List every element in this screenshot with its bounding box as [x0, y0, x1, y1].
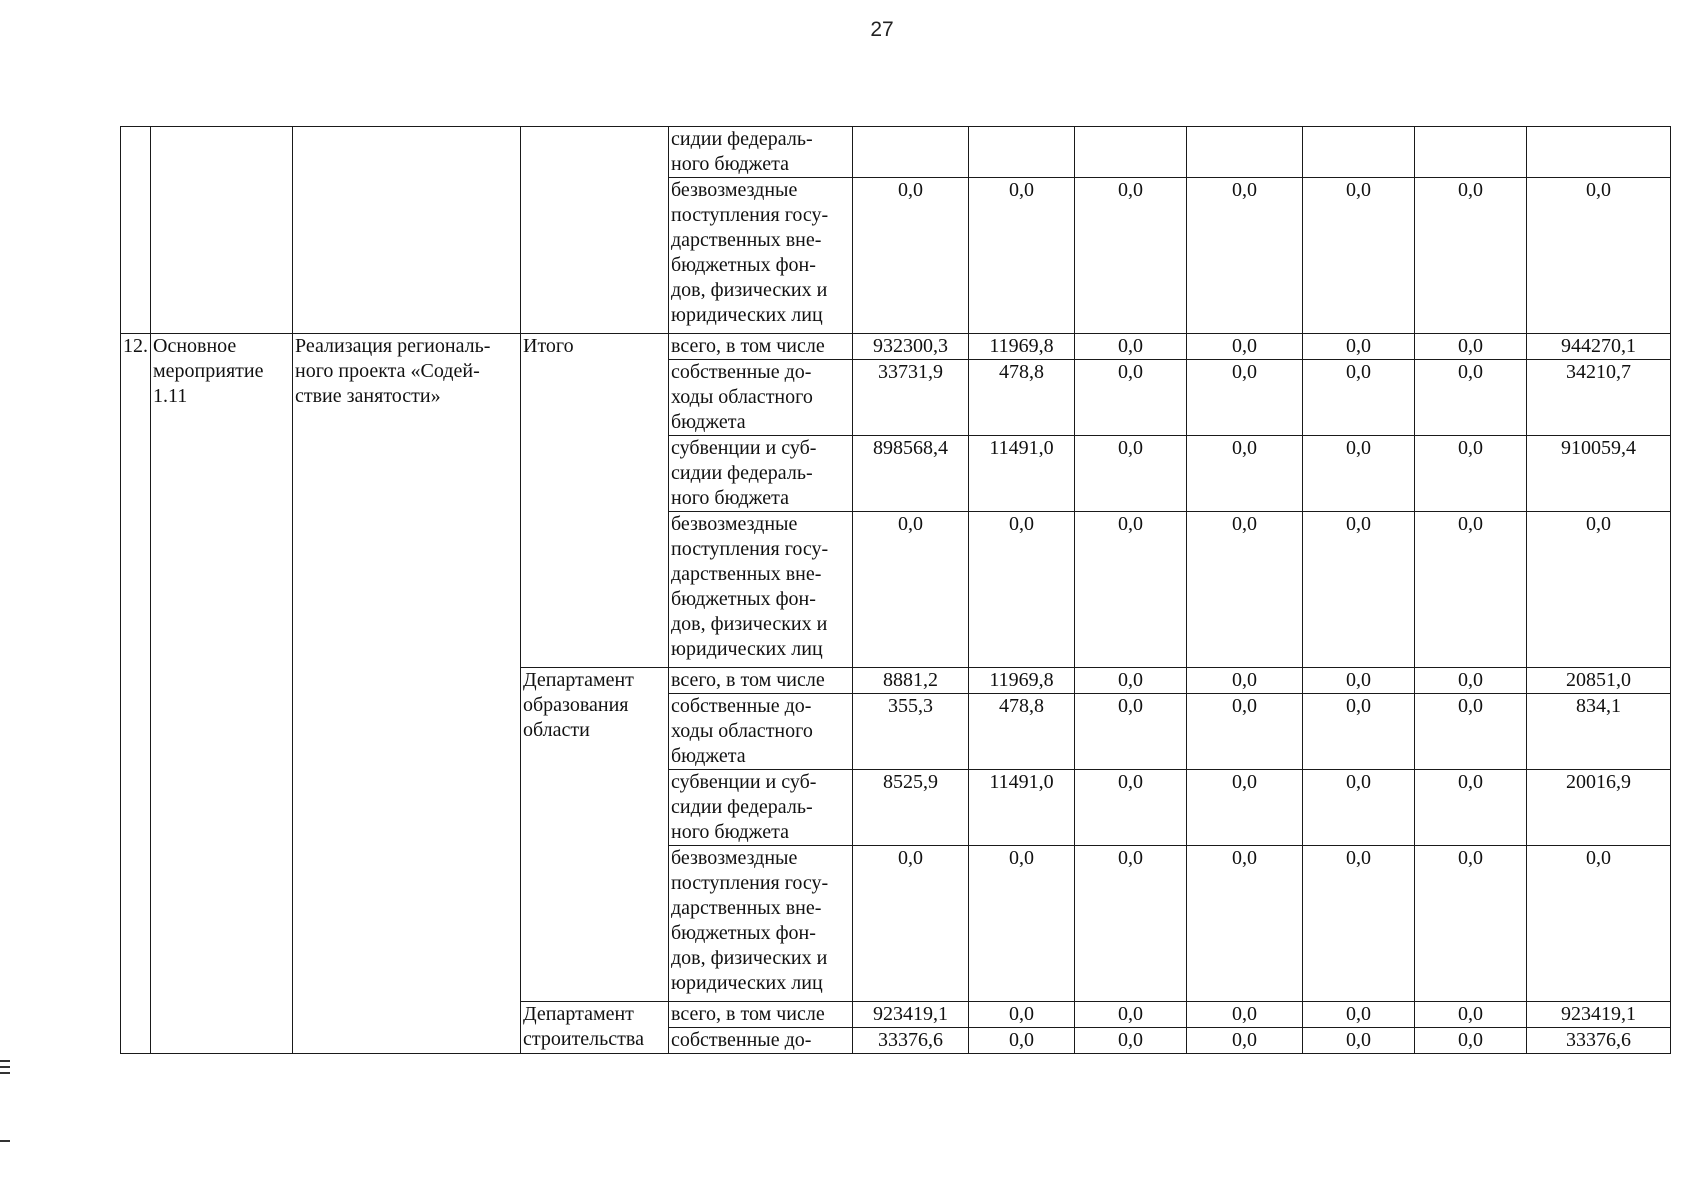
value-cell: 33731,9	[853, 360, 969, 436]
value-cell: 0,0	[1415, 694, 1527, 770]
value-cell: 0,0	[1187, 334, 1303, 360]
value-cell: 834,1	[1527, 694, 1671, 770]
value-cell: 8881,2	[853, 668, 969, 694]
source-cell: всего, в том числе	[669, 1002, 853, 1028]
source-cell: собственные до-ходы областного бюджета	[669, 694, 853, 770]
value-cell: 0,0	[1415, 334, 1527, 360]
table-row	[121, 334, 1671, 360]
value-cell: 932300,3	[853, 334, 969, 360]
value-cell: 0,0	[1075, 436, 1187, 512]
value-cell: 0,0	[1415, 770, 1527, 846]
value-cell	[969, 127, 1075, 178]
value-cell: 0,0	[1415, 360, 1527, 436]
value-cell: 0,0	[1187, 1028, 1303, 1054]
value-cell: 0,0	[1527, 178, 1671, 334]
page-number: 27	[870, 18, 894, 41]
value-cell: 0,0	[1187, 668, 1303, 694]
executor-cell: Итого	[521, 334, 669, 668]
value-cell: 0,0	[853, 846, 969, 1002]
number-cell-empty	[121, 127, 151, 334]
value-cell: 0,0	[969, 512, 1075, 668]
table-row	[121, 127, 1671, 178]
value-cell: 0,0	[1415, 1028, 1527, 1054]
source-cell: безвозмездные поступления госу-дарственных вне-бюджетных фон-дов, физических и юридических лиц	[669, 178, 853, 334]
value-cell: 0,0	[1187, 1002, 1303, 1028]
value-cell: 0,0	[1187, 360, 1303, 436]
value-cell: 0,0	[1187, 846, 1303, 1002]
value-cell: 0,0	[969, 846, 1075, 1002]
value-cell	[1527, 127, 1671, 178]
value-cell: 0,0	[1303, 178, 1415, 334]
value-cell: 0,0	[853, 512, 969, 668]
value-cell: 0,0	[1303, 512, 1415, 668]
executor-cell: Департамент строительства	[521, 1002, 669, 1054]
value-cell: 0,0	[1303, 1002, 1415, 1028]
value-cell: 898568,4	[853, 436, 969, 512]
executor-cell-empty	[521, 127, 669, 334]
margin-mark	[0, 1140, 10, 1142]
value-cell: 0,0	[969, 1002, 1075, 1028]
value-cell: 0,0	[1075, 1002, 1187, 1028]
value-cell: 0,0	[1075, 512, 1187, 668]
source-cell: безвозмездные поступления госу-дарственных вне-бюджетных фон-дов, физических и юридических лиц	[669, 512, 853, 668]
value-cell: 0,0	[969, 178, 1075, 334]
value-cell: 0,0	[1075, 694, 1187, 770]
source-cell: всего, в том числе	[669, 668, 853, 694]
value-cell: 923419,1	[1527, 1002, 1671, 1028]
name-cell-empty	[293, 127, 521, 334]
value-cell	[1187, 127, 1303, 178]
value-cell: 0,0	[1303, 436, 1415, 512]
value-cell: 0,0	[1075, 770, 1187, 846]
value-cell: 478,8	[969, 360, 1075, 436]
value-cell: 0,0	[1187, 770, 1303, 846]
value-cell: 11491,0	[969, 770, 1075, 846]
value-cell: 0,0	[1527, 846, 1671, 1002]
value-cell: 0,0	[1527, 512, 1671, 668]
value-cell: 0,0	[1303, 360, 1415, 436]
value-cell: 0,0	[1075, 1028, 1187, 1054]
value-cell	[1303, 127, 1415, 178]
value-cell: 0,0	[1303, 334, 1415, 360]
value-cell: 0,0	[1075, 846, 1187, 1002]
measure-name: Реализация региональ-ного проекта «Содей-ствие занятости»	[293, 334, 521, 1054]
value-cell: 33376,6	[853, 1028, 969, 1054]
margin-mark	[0, 1060, 10, 1062]
value-cell: 0,0	[1187, 178, 1303, 334]
value-cell: 0,0	[1187, 694, 1303, 770]
value-cell: 11969,8	[969, 668, 1075, 694]
value-cell: 0,0	[1075, 668, 1187, 694]
measure-type: Основное мероприятие 1.11	[151, 334, 293, 1054]
source-cell: безвозмездные поступления госу-дарственных вне-бюджетных фон-дов, физических и юридических лиц	[669, 846, 853, 1002]
value-cell: 0,0	[1075, 360, 1187, 436]
source-cell: собственные до-ходы областного бюджета	[669, 360, 853, 436]
value-cell: 11491,0	[969, 436, 1075, 512]
value-cell: 355,3	[853, 694, 969, 770]
value-cell: 0,0	[969, 1028, 1075, 1054]
executor-cell: Департамент образования области	[521, 668, 669, 1002]
value-cell: 8525,9	[853, 770, 969, 846]
margin-mark	[0, 1072, 10, 1074]
value-cell	[853, 127, 969, 178]
value-cell: 20851,0	[1527, 668, 1671, 694]
value-cell: 0,0	[1415, 436, 1527, 512]
source-cell: всего, в том числе	[669, 334, 853, 360]
value-cell: 0,0	[1415, 846, 1527, 1002]
value-cell: 910059,4	[1527, 436, 1671, 512]
value-cell: 0,0	[1303, 694, 1415, 770]
margin-mark	[0, 1066, 10, 1068]
source-cell: собственные до-	[669, 1028, 853, 1054]
value-cell: 0,0	[1075, 334, 1187, 360]
measure-number: 12.	[121, 334, 151, 1054]
value-cell: 34210,7	[1527, 360, 1671, 436]
type-cell-empty	[151, 127, 293, 334]
value-cell: 33376,6	[1527, 1028, 1671, 1054]
value-cell: 0,0	[1415, 668, 1527, 694]
value-cell: 0,0	[1187, 512, 1303, 668]
value-cell: 0,0	[1415, 512, 1527, 668]
source-cell: субвенции и суб-сидии федераль-ного бюджета	[669, 770, 853, 846]
value-cell: 0,0	[1303, 668, 1415, 694]
value-cell: 0,0	[1075, 178, 1187, 334]
value-cell: 0,0	[853, 178, 969, 334]
value-cell: 0,0	[1303, 770, 1415, 846]
budget-table	[120, 126, 1671, 1054]
source-cell: сидии федераль-ного бюджета	[669, 127, 853, 178]
value-cell	[1075, 127, 1187, 178]
value-cell: 0,0	[1415, 1002, 1527, 1028]
source-cell: субвенции и суб-сидии федераль-ного бюджета	[669, 436, 853, 512]
value-cell: 923419,1	[853, 1002, 969, 1028]
value-cell: 11969,8	[969, 334, 1075, 360]
value-cell: 20016,9	[1527, 770, 1671, 846]
value-cell	[1415, 127, 1527, 178]
value-cell: 0,0	[1187, 436, 1303, 512]
value-cell: 0,0	[1415, 178, 1527, 334]
value-cell: 0,0	[1303, 1028, 1415, 1054]
value-cell: 944270,1	[1527, 334, 1671, 360]
value-cell: 0,0	[1303, 846, 1415, 1002]
value-cell: 478,8	[969, 694, 1075, 770]
